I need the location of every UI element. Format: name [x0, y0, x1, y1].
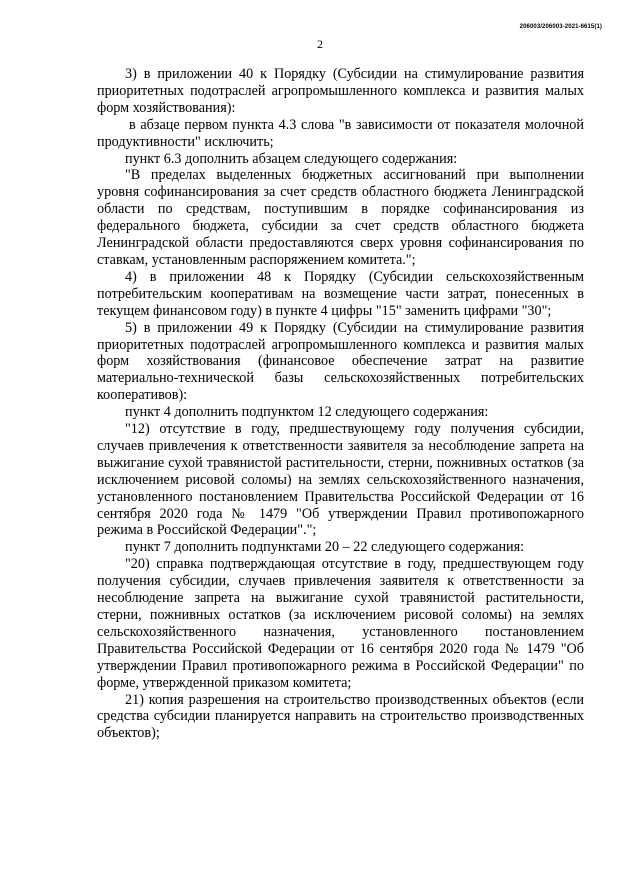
- page-number: 2: [317, 37, 323, 51]
- paragraph-punkt-6-3: пункт 6.3 дополнить абзацем следующего содержания:: [125, 150, 458, 167]
- paragraph-quote-12: "12) отсутствие в году, предшествующему году получения субсидии, случаев привлечения к ответственности заявителя за несоблюдение запрета на выжигание сухой травянистой растительности, стерни, пожнивных остатков (за исключением рисовой соломы) на землях сельскохозяйственного назначения, установленного постановлением Правительства Российской Федерации от 16 сентября 2020 года № 1479 "Об утверждении Правил противопожарного режима в Российской Федерации".";: [97, 421, 584, 539]
- paragraph-abzac-4-3: в абзаце первом пункта 4.3 слова "в зависимости от показателя молочной продуктивности" исключить;: [97, 116, 584, 150]
- document-id: 206003/206003-2021-6615(1): [519, 24, 602, 30]
- paragraph-punkt-7: пункт 7 дополнить подпунктами 20 – 22 следующего содержания:: [125, 539, 525, 556]
- paragraph-item-3: 3) в приложении 40 к Порядку (Субсидии на стимулирование развития приоритетных подотраслей агропромышленного комплекса и развития малых форм хозяйствования):: [97, 66, 584, 116]
- paragraph-quote-6-3: "В пределах выделенных бюджетных ассигнований при выполнении уровня софинансирования за счет средств областного бюджета Ленинградской области по средствам, поступившим в порядке софинансирования из федерального бюджета, субсидии за счет средств областного бюджета Ленинградской области предоставляются сверх уровня софинансирования по ставкам, установленным распоряжением комитета.";: [97, 167, 584, 268]
- paragraph-21: 21) копия разрешения на строительство производственных объектов (если средства субсидии планируется направить на строительство производственных объектов);: [97, 691, 584, 742]
- paragraph-item-5: 5) в приложении 49 к Порядку (Субсидии на стимулирование развития приоритетных подотраслей агропромышленного комплекса и развития малых форм хозяйствования (финансовое обеспечение затрат на развитие материально-технической базы сельскохозяйственных потребительских кооперативов):: [97, 319, 584, 404]
- paragraph-quote-20: "20) справка подтверждающая отсутствие в году, предшествующем году получения субсидии, случаев привлечения заявителя к ответственности за несоблюдение запрета на выжигание сухой травянистой растительности, стерни, пожнивных остатков (за исключением рисовой соломы) на землях сельскохозяйственного назначения, установленного постановлением Правительства Российской Федерации от 16 сентября 2020 года № 1479 "Об утверждении Правил противопожарного режима в Российской Федерации" по форме, утвержденной приказом комитета;: [97, 556, 584, 691]
- paragraph-item-4: 4) в приложении 48 к Порядку (Субсидии сельскохозяйственным потребительским кооперативам на возмещение части затрат, понесенных в текущем финансовом году) в пункте 4 цифры "15" заменить цифрами "30";: [97, 268, 584, 319]
- paragraph-punkt-4: пункт 4 дополнить подпунктом 12 следующего содержания:: [125, 404, 489, 421]
- document-body: [97, 66, 584, 742]
